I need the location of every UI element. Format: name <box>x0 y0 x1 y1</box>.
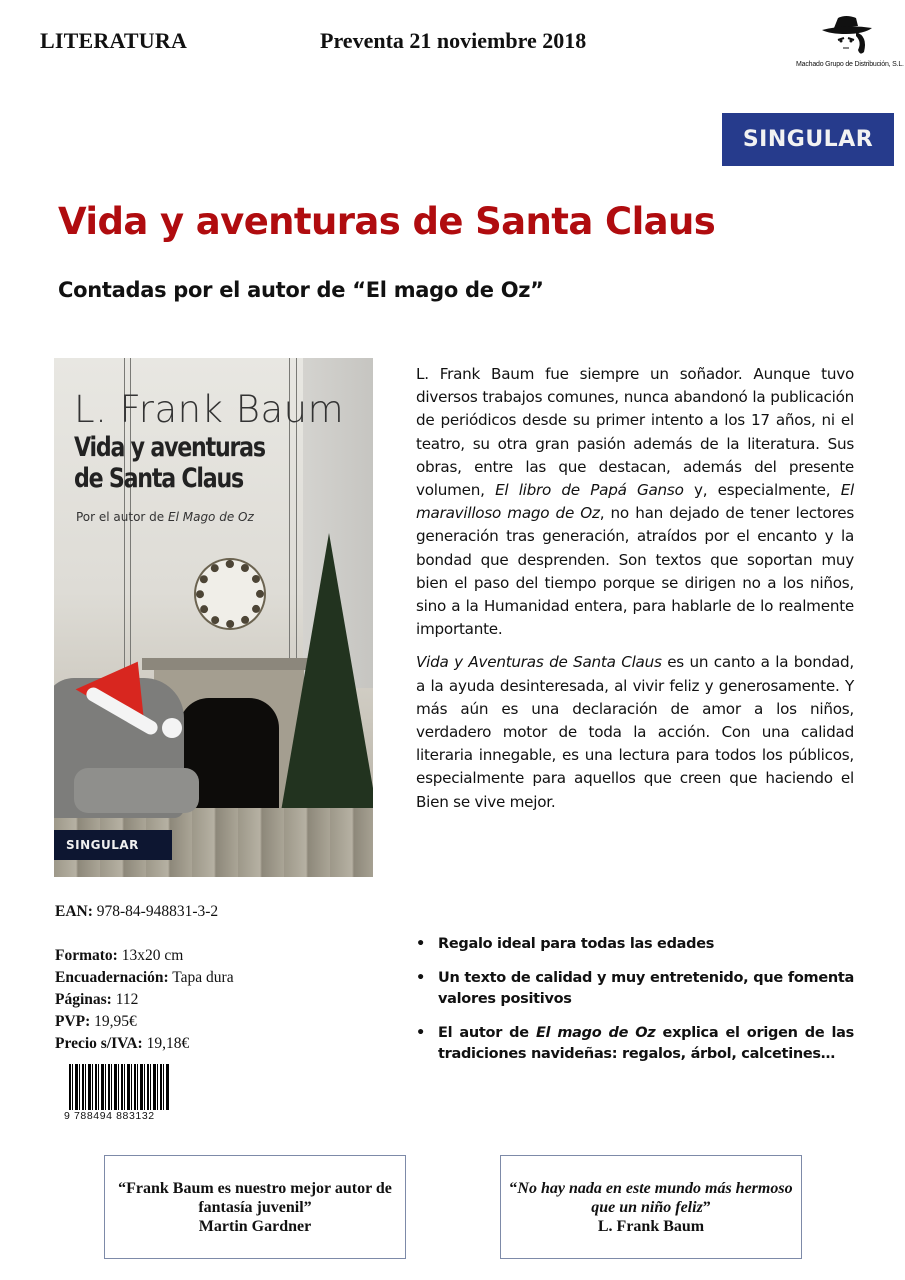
presale-date: Preventa 21 noviembre 2018 <box>320 28 587 53</box>
spec-value: 19,18€ <box>142 1035 190 1052</box>
book-specs <box>55 901 234 1055</box>
spec-value: 112 <box>111 991 139 1008</box>
cover-title-line1: Vida y aventuras <box>74 432 265 463</box>
cover-title-line2: de Santa Claus <box>74 463 243 494</box>
distributor-logo <box>796 14 904 78</box>
distributor-name: Machado Grupo de Distribución, S.L. <box>796 61 904 68</box>
man-with-hat-icon <box>816 14 876 60</box>
barcode <box>64 1064 174 1124</box>
section-label: LITERATURA <box>40 28 188 53</box>
quote-box-gardner <box>104 1155 406 1259</box>
barcode-icon <box>69 1064 169 1110</box>
mirror-illustration <box>196 560 264 628</box>
spec-ean <box>55 901 234 923</box>
spec-pvp <box>55 1011 234 1033</box>
cover-title <box>74 432 265 494</box>
quote-text <box>501 1179 801 1217</box>
book-subtitle: Contadas por el autor de “El mago de Oz” <box>58 278 544 302</box>
barcode-digits: 9 788494 883132 <box>64 1110 155 1122</box>
book-description <box>416 363 854 814</box>
publisher-logo <box>722 113 894 166</box>
spec-label: Encuadernación: <box>55 969 169 986</box>
book-cover-image <box>54 358 373 877</box>
spec-binding <box>55 967 234 989</box>
description-paragraph-2: Vida y Aventuras de Santa Claus es un canto a la bondad, a la ayuda desinteresada, al vivir feliz y generosamente. Y más aún es una declaración de amor a los niños, verdadero motor de toda la acción. Con una calidad literaria innegable, es una lectura para todos los públicos, especialmente para aquellos que creen que haciendo el Bien se vive mejor. <box>416 653 855 811</box>
highlights-list <box>416 934 854 1078</box>
spec-value: Tapa dura <box>168 969 234 986</box>
quote-open-mark: “ <box>509 1179 518 1197</box>
quote-close-mark: ” <box>702 1198 711 1216</box>
cover-byline <box>76 510 254 524</box>
cover-byline-title: El Mago de Oz <box>168 510 254 524</box>
publisher-logo-text: SINGULAR <box>742 127 874 152</box>
cover-author: L. Frank Baum <box>74 388 345 431</box>
spec-label: Páginas: <box>55 991 112 1008</box>
quote-box-baum <box>500 1155 802 1259</box>
spec-label: EAN: <box>55 903 93 920</box>
spec-value: 13x20 cm <box>117 947 184 964</box>
highlight-item: • El autor de El mago de Oz explica el origen de las tradiciones navideñas: regalos, árbol, calcetines… <box>416 1023 854 1066</box>
spec-value: 19,95€ <box>90 1013 137 1030</box>
christmas-tree-illustration <box>279 533 373 823</box>
highlight-item: • Un texto de calidad y muy entretenido, que fomenta valores positivos <box>416 968 854 1011</box>
cover-byline-prefix: Por el autor de <box>76 510 168 524</box>
highlight-item: • Regalo ideal para todas las edades <box>416 934 854 956</box>
spec-label: PVP: <box>55 1013 91 1030</box>
spec-label: Formato: <box>55 947 118 964</box>
quote-body: No hay nada en este mundo más hermoso que un niño feliz <box>517 1179 793 1216</box>
spec-value: 978-84-948831-3-2 <box>92 903 219 920</box>
description-paragraph-1: L. Frank Baum fue siempre un soñador. Aunque tuvo diversos trabajos comunes, nunca abandonó la publicación de periódicos desde su primer intento a los 17 años, ni el teatro, su otra gran pasión además de la literatura. Sus obras, entre las que destacan, además del presente volumen, El libro de Papá Ganso y, especialmente, El maravilloso mago de Oz, no han dejado de tener lectores generación tras generación, atraídos por el encanto y la bondad que desprenden. Son textos que soportan muy bien el paso del tiempo porque se dirigen no a los niños, sino a la Humanidad entera, para hablarle de lo realmente importante. <box>416 365 855 639</box>
spec-label: Precio s/IVA: <box>55 1035 143 1052</box>
cover-publisher-badge <box>54 830 172 860</box>
book-title: Vida y aventuras de Santa Claus <box>58 200 716 243</box>
quote-author: Martin Gardner <box>198 1217 312 1235</box>
spec-price-no-vat <box>55 1033 234 1055</box>
spec-pages <box>55 989 234 1011</box>
quote-author: L. Frank Baum <box>597 1217 705 1235</box>
spec-format <box>55 945 234 967</box>
cover-publisher-badge-text: SINGULAR <box>66 838 139 852</box>
quote-text: “Frank Baum es nuestro mejor autor de fantasía juvenil” <box>118 1179 392 1216</box>
